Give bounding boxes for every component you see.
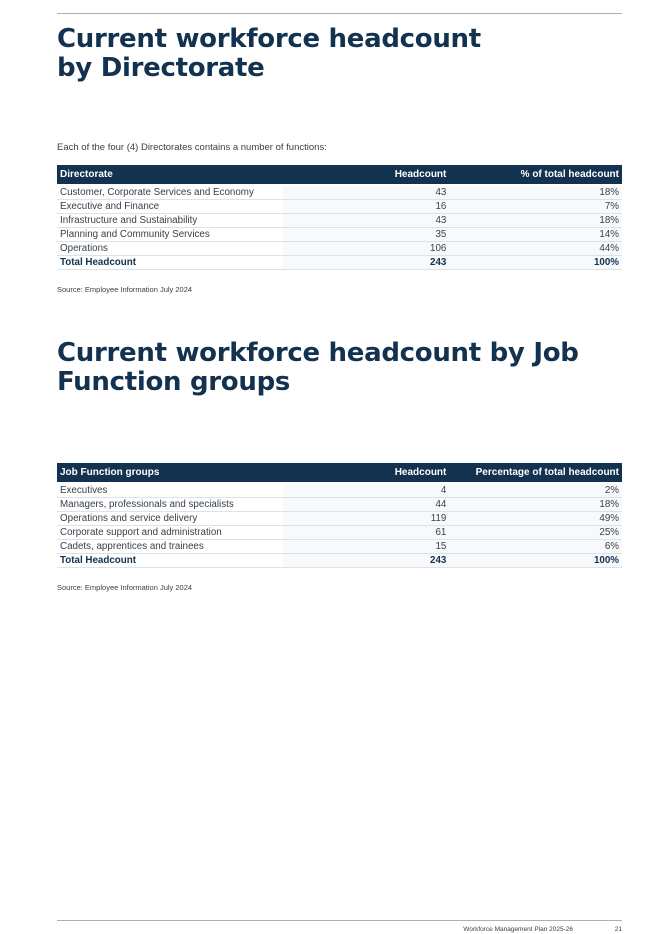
row-label: Operations — [57, 242, 283, 256]
row-headcount: 35 — [283, 228, 450, 242]
row-headcount: 106 — [283, 242, 450, 256]
job-function-table — [57, 463, 622, 568]
row-headcount: 43 — [283, 214, 450, 228]
footer-page-number: 21 — [614, 926, 622, 933]
job-function-source-note: Source: Employee Information July 2024 — [57, 583, 193, 592]
row-headcount: 43 — [283, 185, 450, 200]
table-row — [57, 498, 622, 512]
row-label: Infrastructure and Sustainability — [57, 214, 283, 228]
table-header-row — [57, 165, 622, 185]
row-percent: 7% — [449, 200, 622, 214]
row-percent: 6% — [449, 540, 622, 554]
job-function-heading-line-1: Current workforce headcount by Job — [57, 338, 579, 368]
row-percent: 49% — [449, 512, 622, 526]
column-header-job-function: Job Function groups — [57, 463, 283, 483]
table-row — [57, 526, 622, 540]
total-label: Total Headcount — [57, 256, 283, 270]
total-percent: 100% — [449, 256, 622, 270]
table-header-row — [57, 463, 622, 483]
column-header-headcount: Headcount — [283, 165, 450, 185]
row-headcount: 119 — [283, 512, 450, 526]
row-label: Customer, Corporate Services and Economy — [57, 185, 283, 200]
directorate-source-note: Source: Employee Information July 2024 — [57, 285, 193, 294]
total-headcount: 243 — [283, 554, 450, 568]
row-label: Executive and Finance — [57, 200, 283, 214]
directorate-heading — [57, 25, 481, 83]
footer-divider — [57, 920, 622, 921]
table-row — [57, 540, 622, 554]
job-function-heading — [57, 339, 579, 397]
row-label: Executives — [57, 483, 283, 498]
directorate-table — [57, 165, 622, 270]
table-row — [57, 200, 622, 214]
column-header-percent: % of total headcount — [449, 165, 622, 185]
column-header-directorate: Directorate — [57, 165, 283, 185]
row-percent: 44% — [449, 242, 622, 256]
column-header-percent: Percentage of total headcount — [449, 463, 622, 483]
footer-document-title: Workforce Management Plan 2025-26 — [463, 926, 573, 933]
row-label: Managers, professionals and specialists — [57, 498, 283, 512]
table-row — [57, 512, 622, 526]
table-row — [57, 214, 622, 228]
column-header-headcount: Headcount — [283, 463, 450, 483]
directorate-heading-line-1: Current workforce headcount — [57, 24, 481, 54]
table-row — [57, 242, 622, 256]
row-percent: 18% — [449, 214, 622, 228]
row-percent: 25% — [449, 526, 622, 540]
row-label: Operations and service delivery — [57, 512, 283, 526]
top-divider — [57, 13, 622, 14]
table-row — [57, 483, 622, 498]
row-percent: 18% — [449, 185, 622, 200]
table-total-row — [57, 554, 622, 568]
directorate-intro: Each of the four (4) Directorates contains a number of functions: — [57, 142, 327, 153]
total-percent: 100% — [449, 554, 622, 568]
table-row — [57, 185, 622, 200]
row-label: Cadets, apprentices and trainees — [57, 540, 283, 554]
row-label: Corporate support and administration — [57, 526, 283, 540]
row-percent: 18% — [449, 498, 622, 512]
job-function-heading-line-2: Function groups — [57, 367, 291, 397]
table-row — [57, 228, 622, 242]
table-total-row — [57, 256, 622, 270]
row-headcount: 16 — [283, 200, 450, 214]
row-percent: 14% — [449, 228, 622, 242]
row-headcount: 61 — [283, 526, 450, 540]
directorate-heading-line-2: by Directorate — [57, 53, 265, 83]
row-headcount: 4 — [283, 483, 450, 498]
row-label: Planning and Community Services — [57, 228, 283, 242]
total-label: Total Headcount — [57, 554, 283, 568]
row-percent: 2% — [449, 483, 622, 498]
total-headcount: 243 — [283, 256, 450, 270]
row-headcount: 44 — [283, 498, 450, 512]
row-headcount: 15 — [283, 540, 450, 554]
